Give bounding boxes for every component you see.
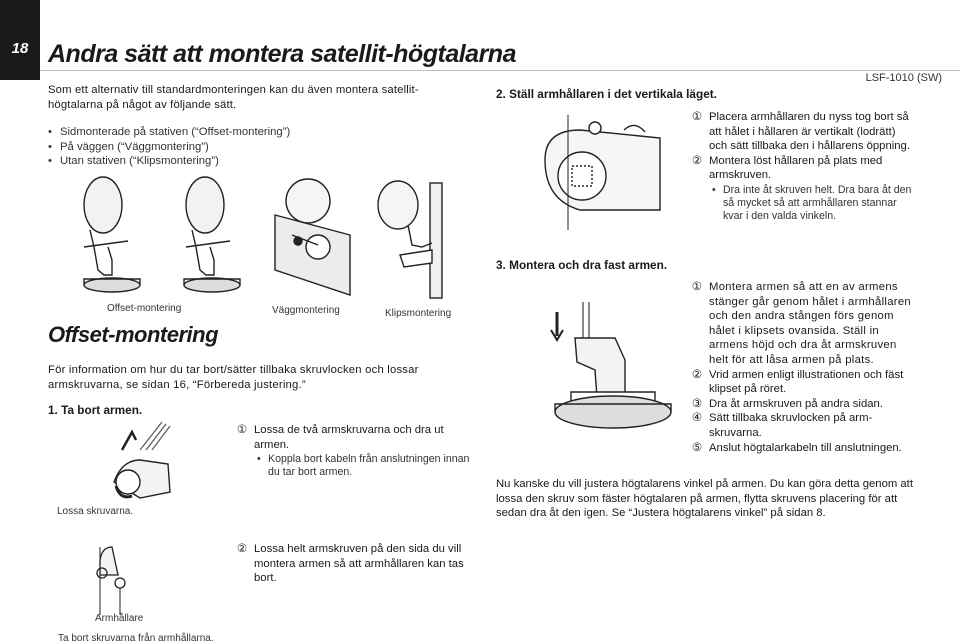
step3-item-5: ⑤ Anslut högtalarkabeln till anslutningen. [691, 441, 902, 454]
header-divider [40, 70, 960, 71]
step3-item-1: ① Montera armen så att en av armens stänger går genom hålet i armhållaren och den andra stången förs genom hålet i klipsets ovansida. Ställ in armens höjd och dra åt armskruven helt för att låsa armen på plats. [691, 281, 911, 366]
step2-heading: 2. Ställ armhållaren i det vertikala läget. [496, 87, 717, 101]
section-heading-offset: Offset-montering [48, 322, 219, 347]
step3-item-4: ④ Sätt tillbaka skruvlocken på arm-skruvarna. [691, 412, 873, 439]
offset-stand-1-illustration [84, 177, 140, 292]
page-title: Andra sätt att montera satellit-högtalarna [48, 40, 516, 68]
intro-bullet-offset: • Sidmonterade på stativen (“Offset-montering”) [48, 125, 468, 140]
vertical-holder-illustration [540, 110, 670, 230]
caption-clip: Klipsmontering [385, 308, 452, 319]
step1-item-2-num: ② [236, 543, 248, 555]
intro-bullets [48, 125, 468, 169]
intro-block [48, 83, 468, 169]
step1-item-1: ① Lossa de två armskruvarna och dra ut armen. [236, 424, 444, 451]
caption-remove: Ta bort skruvarna från armhållarna. [58, 633, 214, 644]
caption-loosen: Lossa skruvarna. [57, 506, 134, 517]
mounting-illustrations [60, 175, 460, 300]
remove-arm-illustration [100, 420, 200, 510]
page-number: 18 [11, 40, 29, 57]
step2-item-2: ② Montera löst hållaren på plats med armskruven. [691, 154, 883, 182]
intro-bullet-clip: • Utan stativen (“Klipsmontering”) [48, 154, 468, 169]
caption-offset: Offset-montering [107, 303, 182, 314]
step1-sub-note: • Koppla bort kabeln från anslutningen innan du tar bort armen. [254, 453, 470, 479]
step2-list [690, 110, 916, 223]
wall-mount-illustration [275, 179, 350, 295]
offset-intro-text: För information om hur du tar bort/sätter tillbaka skruvlocken och lossar armskruvarna, se sidan 16, “Förbereda justering.” [48, 364, 419, 391]
step2-sub-note: • Dra inte åt skruven helt. Dra bara åt den så mycket så att armhållaren stannar kvar i den valda vinkeln. [709, 184, 916, 223]
intro-text: Som ett alternativ till standardmonteringen kan du även montera satellit-högtalarna på något av följande sätt. [48, 84, 419, 111]
step3-item-2: ② Vrid armen enligt illustrationen och fäst klipset på röret. [691, 368, 904, 396]
arm-holder-illustration [90, 535, 170, 615]
caption-wall: Väggmontering [272, 305, 340, 316]
step1-list [235, 423, 470, 479]
step3-list [690, 280, 916, 455]
model-label: LSF-1010 (SW) [865, 72, 942, 84]
step1-item-2-text: Lossa helt armskruven på den sida du vill montera armen så att armhållaren kan tas bort. [254, 543, 464, 585]
intro-bullet-wall: • På väggen (“Väggmontering”) [48, 140, 468, 155]
step3-heading: 3. Montera och dra fast armen. [496, 258, 668, 272]
step3-item-3: ③ Dra åt armskruven på andra sidan. [691, 397, 883, 410]
step1-item-2 [235, 542, 470, 586]
offset-stand-2-illustration [184, 177, 240, 292]
caption-holder: Armhållare [95, 613, 144, 624]
step1-heading: 1. Ta bort armen. [48, 403, 143, 417]
clip-mount-illustration [378, 181, 442, 298]
step2-item-1: ① Placera armhållaren du nyss tog bort så att hålet i hållaren är vertikalt (lodrätt) och sätt tillbaka den i hållarens öppning. [691, 111, 910, 153]
mount-arm-illustration [545, 300, 675, 450]
closing-text: Nu kanske du vill justera högtalarens vinkel på armen. Du kan göra detta genom att lossa den skruv som fäster högtalaren på armen, flytta skruvens placering för att sedan dra åt den igen. Se “Justera högtalarens vinkel” på sidan 8. [496, 478, 913, 520]
